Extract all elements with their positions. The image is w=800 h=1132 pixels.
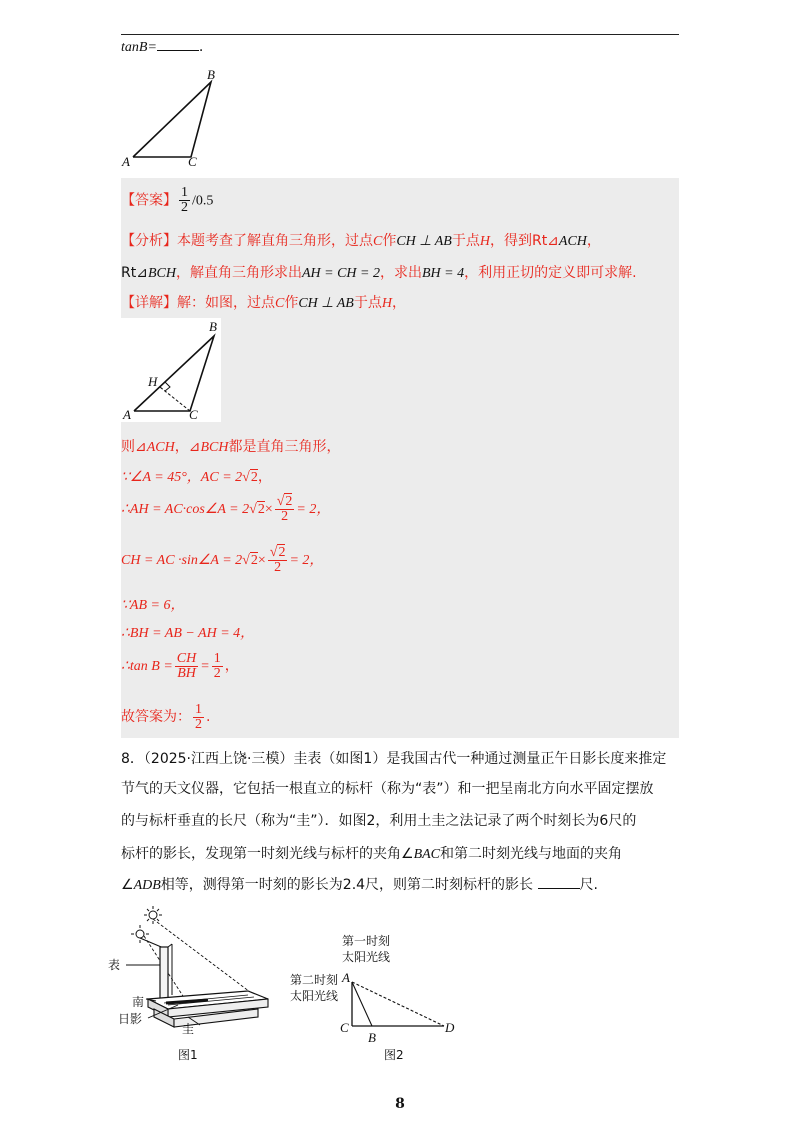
step-math: ∴tan B = bbox=[121, 659, 173, 674]
triangle-figure-top bbox=[118, 64, 228, 170]
label-b: B bbox=[207, 67, 215, 82]
frac-num: 1 bbox=[213, 650, 221, 666]
label-riying: 日影 bbox=[118, 1012, 143, 1026]
step-math: ∵∠A = 45°，AC = 2 bbox=[121, 470, 243, 485]
frac-den: 2 bbox=[195, 716, 202, 732]
detail-math: CH ⊥ AB bbox=[298, 296, 354, 311]
label-second-moment: 第二时刻 bbox=[290, 973, 339, 987]
frac-num: 2 bbox=[278, 544, 286, 560]
label-d: D bbox=[445, 1020, 455, 1035]
answer-frac-den: 2 bbox=[181, 200, 188, 215]
figure-2-caption: 图2 bbox=[384, 1048, 404, 1062]
q8-text: 相等，测得第一时刻的影长为2.4尺，则第二时刻标杆的影长 bbox=[160, 877, 534, 893]
label-a: A bbox=[342, 970, 350, 985]
frac-den: BH bbox=[177, 665, 196, 681]
step-1 bbox=[121, 436, 340, 456]
figure-1-caption: 图1 bbox=[178, 1048, 198, 1062]
analysis-text: ， bbox=[586, 233, 601, 249]
question-8-line-5 bbox=[121, 870, 681, 901]
answer-line bbox=[121, 186, 213, 215]
step-7 bbox=[121, 651, 239, 683]
detail-text: H bbox=[381, 296, 392, 311]
analysis-tag: 【分析】 bbox=[121, 233, 177, 249]
analysis-math: BH = 4 bbox=[421, 266, 465, 281]
analysis-line-2 bbox=[121, 262, 637, 282]
q8-text: 标杆的影长，发现第一时刻光线与标杆的夹角∠ bbox=[121, 846, 414, 862]
q8-text: ∠ bbox=[121, 877, 134, 893]
analysis-text: C bbox=[373, 234, 383, 249]
frac-den: 2 bbox=[274, 559, 282, 575]
detail-text: ， bbox=[391, 295, 406, 311]
step-math: ∵AB = 6， bbox=[121, 598, 185, 613]
label-b: B bbox=[209, 319, 217, 334]
step-math: CH = AC ·sin∠A = 2 bbox=[121, 553, 243, 568]
tan-end: . bbox=[198, 39, 204, 55]
frac-num: 1 bbox=[195, 701, 202, 717]
step-math: = 2， bbox=[296, 502, 331, 517]
label-c: C bbox=[188, 154, 197, 169]
triangle-figure-detail bbox=[121, 318, 221, 422]
final-text: 故答案为： bbox=[121, 709, 191, 725]
analysis-math: AH = CH = 2 bbox=[301, 266, 380, 281]
final-text: . bbox=[206, 709, 211, 725]
step-6 bbox=[121, 622, 254, 642]
label-first-moment: 第一时刻 bbox=[342, 934, 391, 948]
label-second-sunlight: 太阳光线 bbox=[290, 989, 339, 1003]
label-gui: 圭 bbox=[182, 1022, 195, 1036]
tan-label: tanB= bbox=[121, 40, 157, 55]
analysis-math: BCH bbox=[147, 266, 176, 281]
answer-tag: 【答案】 bbox=[121, 192, 177, 209]
sqrt-value: 2 bbox=[250, 470, 258, 485]
analysis-line-1 bbox=[121, 230, 601, 250]
final-answer bbox=[121, 701, 210, 733]
step-math: = 2， bbox=[289, 553, 324, 568]
step-math: ∴AH = AC·cos∠A = 2 bbox=[121, 502, 250, 517]
analysis-math: CH ⊥ AB bbox=[396, 234, 452, 249]
q8-text: 和第二时刻光线与地面的夹角 bbox=[440, 846, 623, 862]
answer-fraction bbox=[179, 186, 190, 215]
detail-text: 作 bbox=[284, 295, 299, 311]
step-math: ACH bbox=[146, 440, 175, 455]
triangle-abc bbox=[133, 82, 211, 157]
step-text: ， bbox=[257, 469, 272, 485]
step-4: CH = AC ·sin∠A = 2√2× $\frac{√2}{2}$ = 2， bbox=[121, 544, 324, 575]
answer-frac-num: 1 bbox=[181, 185, 188, 200]
figure-1-guibiao bbox=[108, 905, 278, 1065]
detail-tag: 【详解】 bbox=[121, 295, 177, 311]
analysis-text: ，求出 bbox=[379, 265, 422, 281]
frac-den: 2 bbox=[213, 665, 221, 681]
step-text: ， bbox=[224, 658, 239, 674]
analysis-text: 于点 bbox=[451, 233, 480, 249]
final-fraction bbox=[193, 703, 204, 732]
times-sign: × bbox=[264, 502, 273, 517]
detail-text: 于点 bbox=[353, 295, 382, 311]
step-math: BCH bbox=[200, 440, 229, 455]
fraction-ch-bh bbox=[175, 652, 198, 681]
answer-rest: /0.5 bbox=[192, 193, 214, 209]
q8-math: ADB bbox=[133, 878, 161, 893]
label-c: C bbox=[340, 1020, 349, 1035]
sqrt-value: 2 bbox=[257, 502, 265, 517]
header-rule bbox=[121, 34, 679, 35]
fraction: $\frac{√2}{2}$ bbox=[269, 544, 286, 575]
detail-text: C bbox=[275, 296, 285, 311]
question-8-line-4 bbox=[121, 839, 681, 870]
tan-question-line bbox=[121, 38, 203, 56]
frac-den: 2 bbox=[281, 508, 289, 524]
analysis-text: ，利用正切的定义即可求解. bbox=[464, 265, 637, 281]
analysis-text: 作 bbox=[382, 233, 397, 249]
frac-num: CH bbox=[176, 650, 197, 666]
label-biao: 表 bbox=[108, 958, 121, 972]
label-c: C bbox=[189, 407, 198, 422]
step-text: 则⊿ bbox=[121, 439, 147, 455]
analysis-text: H bbox=[479, 234, 490, 249]
step-5 bbox=[121, 594, 184, 614]
label-first-sunlight: 太阳光线 bbox=[342, 950, 391, 964]
step-math: ∴BH = AB − AH = 4， bbox=[121, 626, 255, 641]
answer-blank bbox=[538, 876, 580, 889]
q8-math: BAC bbox=[413, 847, 441, 862]
question-8-line-2: 节气的天文仪器，它包括一根直立的标杆（称为“表”）和一把呈南北方向水平固定摆放 bbox=[121, 781, 654, 797]
q8-text: 尺. bbox=[579, 877, 598, 893]
step-2: ∵∠A = 45°，AC = 2√2， bbox=[121, 469, 272, 485]
analysis-text: ，解直角三角形求出 bbox=[175, 265, 302, 281]
analysis-math: ACH bbox=[558, 234, 587, 249]
step-text: ，⊿ bbox=[174, 439, 201, 455]
label-b: B bbox=[368, 1030, 376, 1045]
fraction-half bbox=[212, 652, 223, 681]
analysis-text: 本题考查了解直角三角形，过点 bbox=[177, 233, 373, 249]
label-a: A bbox=[123, 407, 131, 422]
times-sign: × bbox=[257, 553, 266, 568]
detail-line-1 bbox=[121, 292, 406, 312]
analysis-text: Rt⊿ bbox=[121, 265, 148, 281]
step-3: ∴AH = AC·cos∠A = 2√2× $\frac{√2}{2}$ = 2， bbox=[121, 493, 331, 524]
equals-sign: = bbox=[200, 659, 210, 674]
fraction: $\frac{√2}{2}$ bbox=[276, 493, 293, 524]
analysis-text: ，得到Rt⊿ bbox=[489, 233, 559, 249]
step-text: 都是直角三角形， bbox=[228, 439, 341, 455]
gnomon-pole bbox=[160, 947, 168, 999]
frac-num: 2 bbox=[285, 493, 293, 509]
page-number: 8 bbox=[395, 1096, 405, 1112]
sun-icon bbox=[144, 906, 162, 924]
label-nan: 南 bbox=[132, 995, 145, 1009]
answer-blank bbox=[157, 38, 199, 51]
figure-2-diagram bbox=[286, 932, 466, 1064]
sqrt-value: 2 bbox=[250, 553, 258, 568]
question-8-line-1: 8．（2025·江西上饶·三模）圭表（如图1）是我国古代一种通过测量正午日影长度来推定 bbox=[121, 751, 667, 767]
label-a: A bbox=[122, 154, 130, 169]
question-8-line-3: 的与标杆垂直的长尺（称为“圭”）．如图2，利用土圭之法记录了两个时刻长为6尺的 bbox=[121, 813, 637, 829]
ray-ad bbox=[352, 982, 444, 1026]
label-h: H bbox=[148, 374, 158, 389]
detail-text: 解：如图，过点 bbox=[177, 295, 275, 311]
ray-ab bbox=[352, 982, 372, 1026]
